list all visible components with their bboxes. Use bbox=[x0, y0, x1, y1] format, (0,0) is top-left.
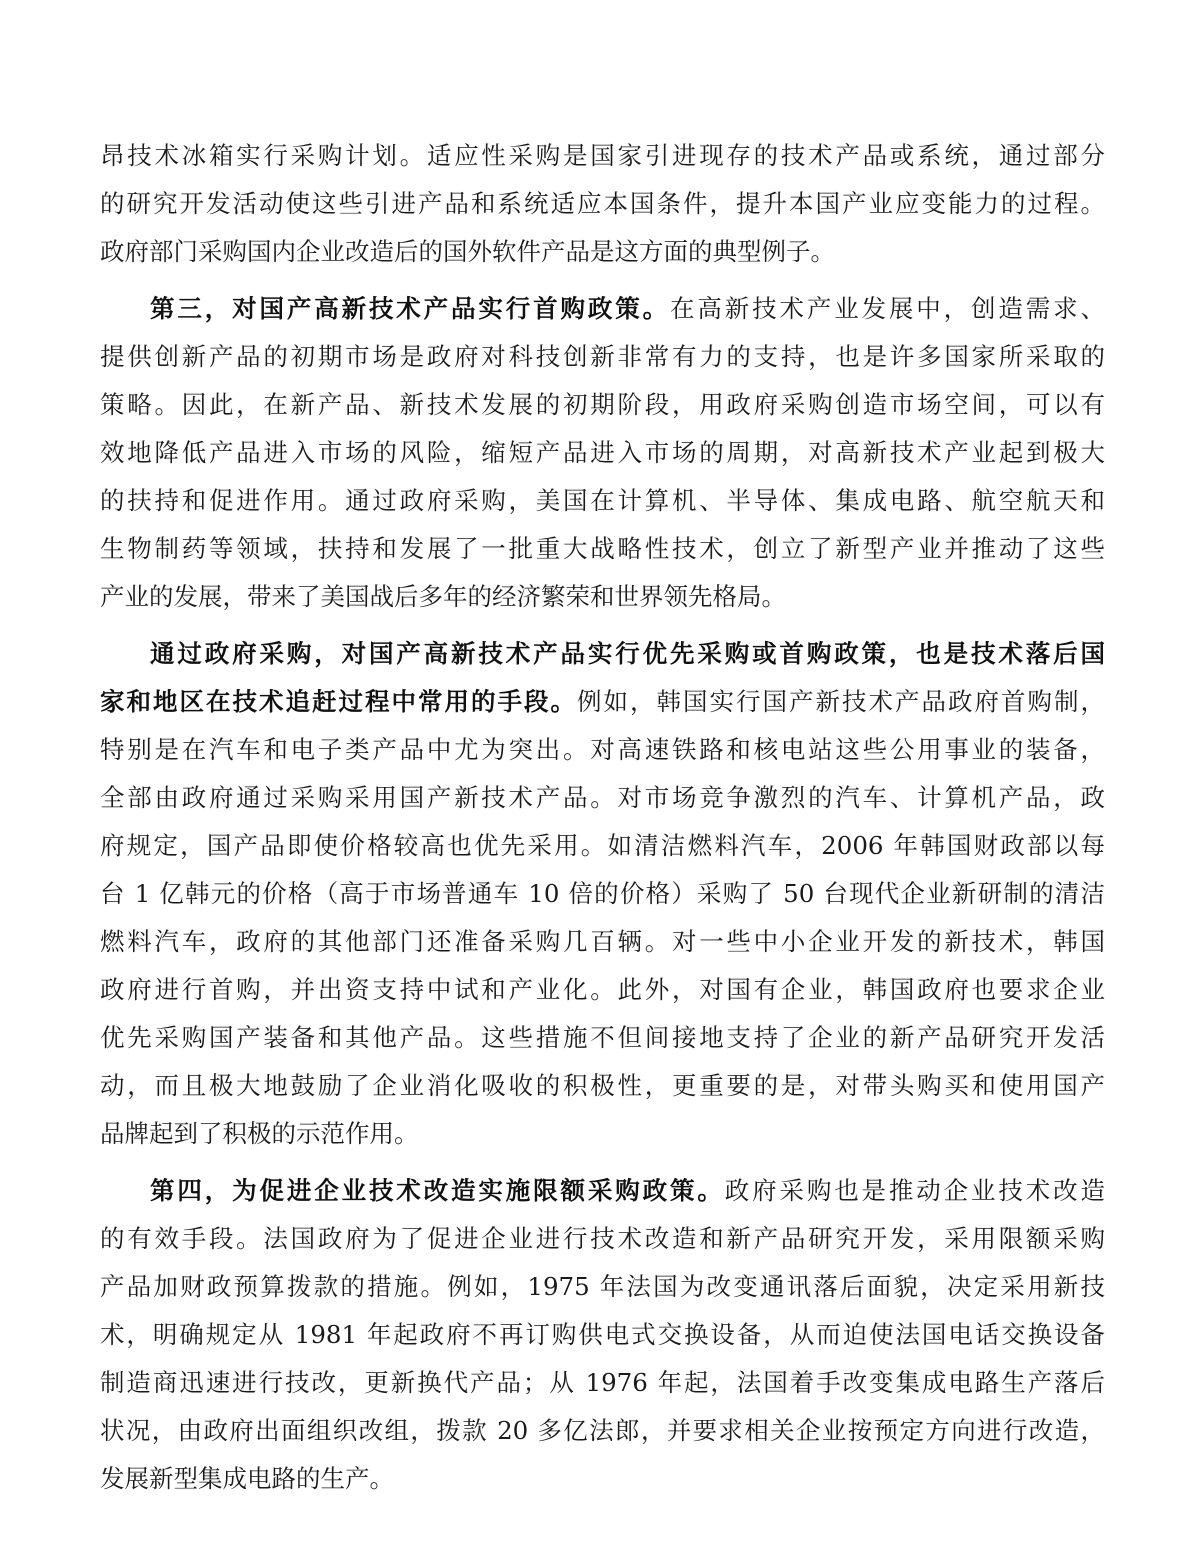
document-body bbox=[100, 132, 1105, 1503]
text-line: 策略。因此，在新产品、新技术发展的初期阶段，用政府采购创造市场空间，可以有 bbox=[100, 390, 1105, 419]
text-line: 术，明确规定从 1981 年起政府不再订购供电式交换设备，从而迫使法国电话交换设备 bbox=[100, 1320, 1105, 1349]
text-line: 效地降低产品进入市场的风险，缩短产品进入市场的周期，对高新技术产业起到极大 bbox=[100, 438, 1105, 467]
text-line: 的有效手段。法国政府为了促进企业进行技术改造和新产品研究开发，采用限额采购 bbox=[100, 1224, 1105, 1253]
text-line: 全部由政府通过采购采用国产新技术产品。对市场竞争激烈的汽车、计算机产品，政 bbox=[100, 783, 1105, 812]
text-line bbox=[100, 630, 1105, 678]
text-line: 昂技术冰箱实行采购计划。适应性采购是国家引进现存的技术产品或系统，通过部分 bbox=[100, 141, 1105, 170]
text-line bbox=[100, 1167, 1105, 1215]
paragraph bbox=[100, 630, 1105, 1158]
text-line: 制造商迅速进行技改，更新换代产品；从 1976 年起，法国着手改变集成电路生产落后 bbox=[100, 1368, 1105, 1397]
text-line: 生物制药等领域，扶持和发展了一批重大战略性技术，创立了新型产业并推动了这些 bbox=[100, 534, 1105, 563]
text-run: 政府采购也是推动企业技术改造 bbox=[724, 1176, 1105, 1205]
paragraph bbox=[100, 132, 1105, 276]
text-line: 政府进行首购，并出资支持中试和产业化。此外，对国有企业，韩国政府也要求企业 bbox=[100, 975, 1105, 1004]
bold-heading: 家和地区在技术追赶过程中常用的手段。 bbox=[100, 687, 577, 716]
paragraph bbox=[100, 1167, 1105, 1503]
bold-heading: 第四，为促进企业技术改造实施限额采购政策。 bbox=[150, 1176, 725, 1205]
text-line: 台 1 亿韩元的价格（高于市场普通车 10 倍的价格）采购了 50 台现代企业新研制的清洁 bbox=[100, 879, 1105, 908]
bold-heading: 第三，对国产高新技术产品实行首购政策。 bbox=[150, 294, 670, 323]
text-line: 燃料汽车，政府的其他部门还准备采购几百辆。对一些中小企业开发的新技术，韩国 bbox=[100, 927, 1105, 956]
text-line: 发展新型集成电路的生产。 bbox=[100, 1464, 394, 1493]
text-line: 产品加财政预算拨款的措施。例如，1975 年法国为改变通讯落后面貌，决定采用新技 bbox=[100, 1272, 1105, 1301]
text-run: 例如，韩国实行国产新技术产品政府首购制， bbox=[577, 687, 1105, 716]
text-run: 在高新技术产业发展中，创造需求、 bbox=[669, 294, 1105, 323]
text-line: 状况，由政府出面组织改组，拨款 20 多亿法郎，并要求相关企业按预定方向进行改造， bbox=[100, 1416, 1105, 1445]
text-line: 产业的发展，带来了美国战后多年的经济繁荣和世界领先格局。 bbox=[100, 582, 786, 611]
text-line: 提供创新产品的初期市场是政府对科技创新非常有力的支持，也是许多国家所采取的 bbox=[100, 342, 1105, 371]
text-line: 品牌起到了积极的示范作用。 bbox=[100, 1119, 419, 1148]
text-line: 府规定，国产品即使价格较高也优先采用。如清洁燃料汽车，2006 年韩国财政部以每 bbox=[100, 831, 1105, 860]
text-line: 的扶持和促进作用。通过政府采购，美国在计算机、半导体、集成电路、航空航天和 bbox=[100, 486, 1105, 515]
text-line bbox=[100, 285, 1105, 333]
text-line: 政府部门采购国内企业改造后的国外软件产品是这方面的典型例子。 bbox=[100, 237, 835, 266]
text-line: 特别是在汽车和电子类产品中尤为突出。对高速铁路和核电站这些公用事业的装备， bbox=[100, 735, 1105, 764]
paragraph bbox=[100, 285, 1105, 621]
text-line: 优先采购国产装备和其他产品。这些措施不但间接地支持了企业的新产品研究开发活 bbox=[100, 1023, 1105, 1052]
text-line: 动，而且极大地鼓励了企业消化吸收的积极性，更重要的是，对带头购买和使用国产 bbox=[100, 1071, 1105, 1100]
text-line bbox=[100, 678, 1105, 726]
text-line: 的研究开发活动使这些引进产品和系统适应本国条件，提升本国产业应变能力的过程。 bbox=[100, 189, 1105, 218]
bold-heading: 通过政府采购，对国产高新技术产品实行优先采购或首购政策，也是技术落后国 bbox=[150, 639, 1105, 668]
